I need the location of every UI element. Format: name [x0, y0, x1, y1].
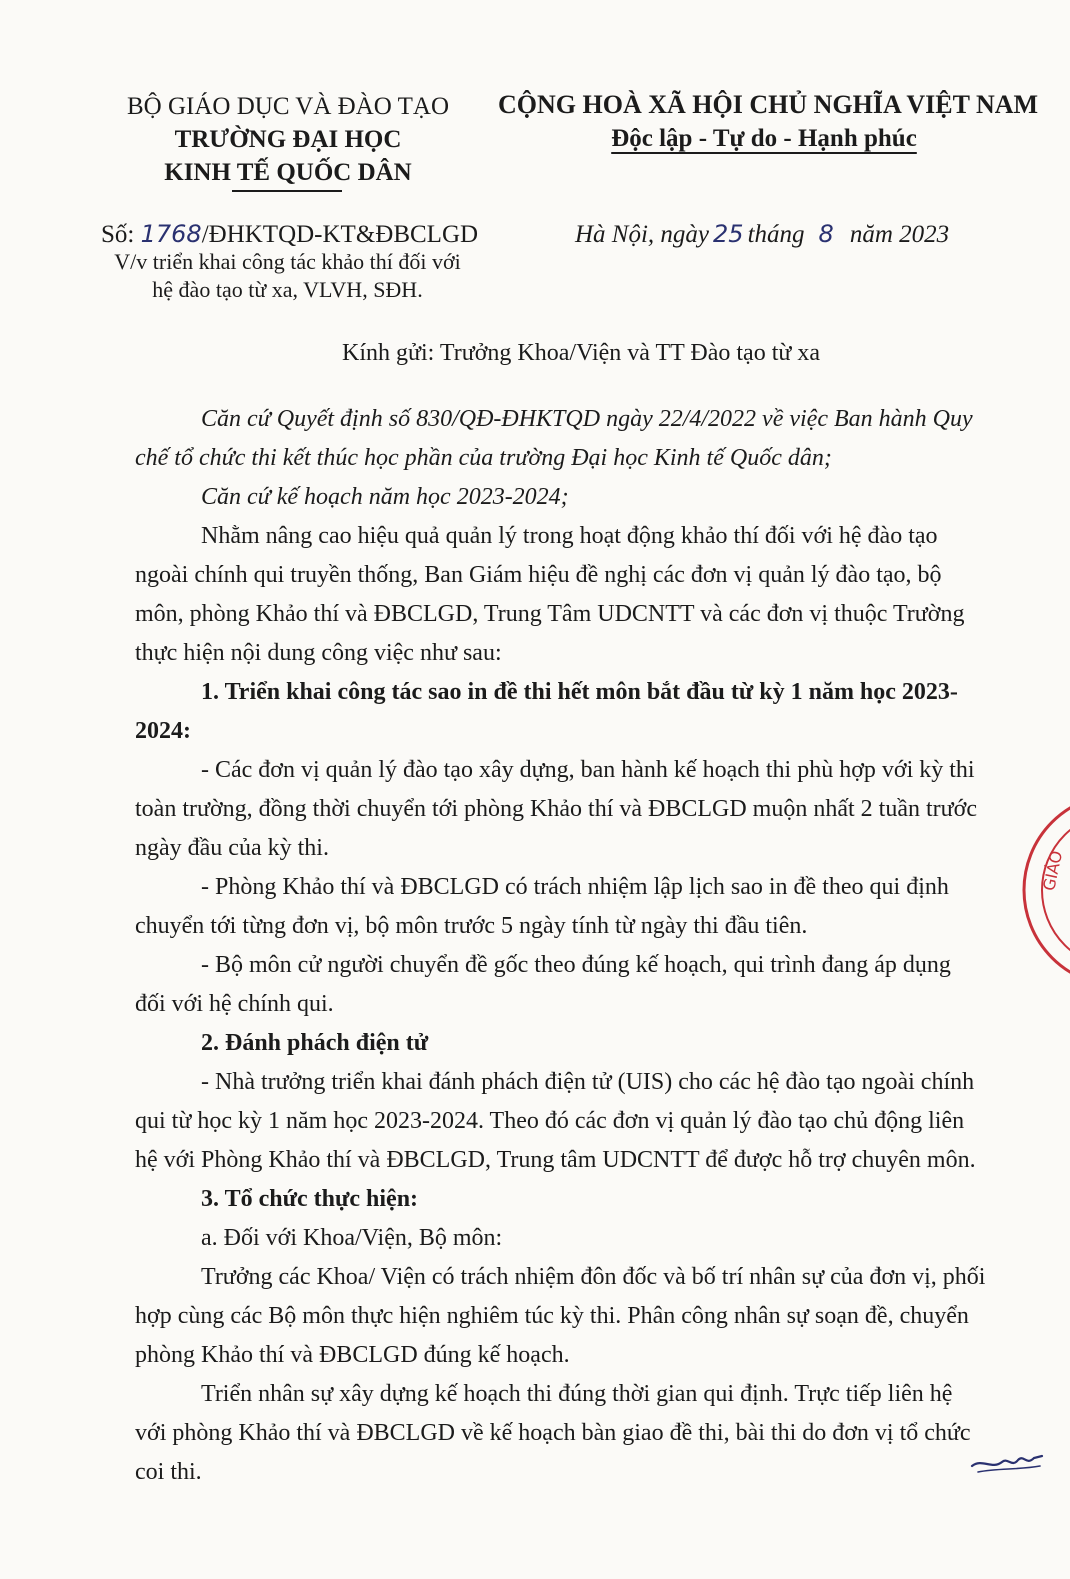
body-line-3: Căn cứ kế hoạch năm học 2023-2024;: [201, 484, 569, 510]
document-date: [575, 219, 949, 250]
section-1-heading-cont: 2024:: [135, 718, 191, 744]
body-line-2: chế tổ chức thi kết thúc học phần của trường Đại học Kinh tế Quốc dân;: [135, 445, 832, 471]
body-line-27: với phòng Khảo thí và ĐBCLGD về kế hoạch bàn giao đề thi, bài thi do đơn vị tổ chức: [135, 1420, 971, 1446]
doc-number-prefix: Số:: [101, 221, 141, 248]
body-line-19: qui từ học kỳ 1 năm học 2023-2024. Theo đó các đơn vị quản lý đào tạo chủ động liên: [135, 1108, 965, 1134]
doc-number-handwritten: 1768: [140, 220, 202, 248]
body-line-11: toàn trường, đồng thời chuyển tới phòng Khảo thí và ĐBCLGD muộn nhất 2 tuần trước: [135, 796, 978, 822]
body-line-4: Nhằm nâng cao hiệu quả quản lý trong hoạt động khảo thí đối với hệ đào tạo: [201, 523, 938, 549]
nation-title: CỘNG HOÀ XÃ HỘI CHỦ NGHĨA VIỆT NAM: [498, 90, 1039, 119]
body-line-14: chuyển tới từng đơn vị, bộ môn trước 5 ngày tính từ ngày thi đầu tiên.: [135, 913, 808, 939]
school-name-line2: KINH TẾ QUỐC DÂN: [164, 159, 412, 186]
section-2-heading: 2. Đánh phách điện tử: [201, 1030, 429, 1056]
subject-line2: hệ đào tạo từ xa, VLVH, SĐH.: [152, 277, 423, 302]
date-place: Hà Nội, ngày: [575, 221, 710, 248]
body-line-5: ngoài chính qui truyền thống, Ban Giám hiệu đề nghị các đơn vị quản lý đào tạo, bộ: [135, 562, 942, 588]
school-name-line1: TRƯỜNG ĐẠI HỌC: [174, 126, 402, 153]
body-line-16: đối với hệ chính qui.: [135, 991, 334, 1017]
body-line-12: ngày đầu của kỳ thi.: [135, 835, 329, 861]
body-line-20: hệ với Phòng Khảo thí và ĐBCLGD, Trung tâm UDCNTT để được hỗ trợ chuyên môn.: [135, 1147, 976, 1173]
school-underline: [232, 190, 342, 192]
date-year: năm 2023: [849, 221, 950, 248]
initials-signature: [968, 1448, 1048, 1478]
body-line-26: Triển nhân sự xây dựng kế hoạch thi đúng thời gian qui định. Trực tiếp liên hệ: [201, 1381, 953, 1407]
date-day-handwritten: 25: [713, 220, 744, 248]
section-3-heading: 3. Tổ chức thực hiện:: [201, 1186, 419, 1212]
ministry-name: BỘ GIÁO DỤC VÀ ĐÀO TẠO: [127, 93, 449, 120]
body-line-15: - Bộ môn cử người chuyển đề gốc theo đúng kế hoạch, qui trình đang áp dụng: [201, 952, 951, 978]
date-month-label: tháng: [747, 221, 805, 248]
section-1-heading: 1. Triển khai công tác sao in đề thi hết môn bắt đầu từ kỳ 1 năm học 2023-: [201, 679, 958, 705]
stamp-text: GIÁO: [1039, 849, 1067, 893]
official-stamp: [1010, 790, 1070, 990]
body-line-24: hợp cùng các Bộ môn thực hiện nghiêm túc kỳ thi. Phân công nhân sự soạn đề, chuyển: [135, 1303, 969, 1329]
national-motto: Độc lập - Tự do - Hạnh phúc: [611, 125, 917, 152]
doc-number-suffix: /ĐHKTQD-KT&ĐBCLGD: [201, 221, 479, 248]
body-line-7: thực hiện nội dung công việc như sau:: [135, 640, 502, 666]
body-line-22: a. Đối với Khoa/Viện, Bộ môn:: [201, 1225, 503, 1251]
recipient-line: Kính gửi: Trưởng Khoa/Viện và TT Đào tạo từ xa: [342, 340, 821, 366]
date-month-handwritten: 8: [818, 220, 834, 248]
body-line-6: môn, phòng Khảo thí và ĐBCLGD, Trung Tâm UDCNTT và các đơn vị thuộc Trường: [135, 601, 965, 627]
body-line-1: Căn cứ Quyết định số 830/QĐ-ĐHKTQD ngày 22/4/2022 về việc Ban hành Quy: [201, 406, 973, 432]
body-line-10: - Các đơn vị quản lý đào tạo xây dựng, ban hành kế hoạch thi phù hợp với kỳ thi: [201, 757, 975, 783]
body-line-13: - Phòng Khảo thí và ĐBCLGD có trách nhiệm lập lịch sao in đề theo qui định: [201, 874, 949, 900]
body-line-28: coi thi.: [135, 1459, 202, 1485]
subject-line1: V/v triển khai công tác khảo thí đối với: [114, 249, 461, 274]
body-line-18: - Nhà trưởng triển khai đánh phách điện tử (UIS) cho các hệ đào tạo ngoài chính: [201, 1069, 975, 1095]
body-line-25: phòng Khảo thí và ĐBCLGD đúng kế hoạch.: [135, 1342, 570, 1368]
body-line-23: Trưởng các Khoa/ Viện có trách nhiệm đôn đốc và bố trí nhân sự của đơn vị, phối: [201, 1264, 986, 1290]
